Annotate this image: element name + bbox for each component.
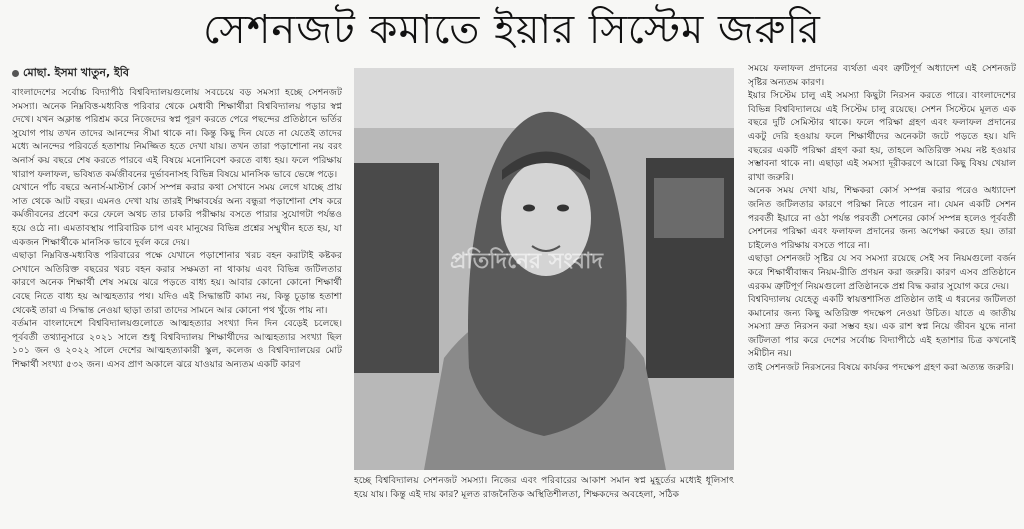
paragraph: বাংলাদেশের সর্বোচ্চ বিদ্যাপীঠ বিশ্ববিদ্যালয়গুলোয় সবচেয়ে বড় সমস্যা হচ্ছে সেশনজট সমস্যা। অনেক নিম্নবিত্ত-মধ্যবিত্ত পরিবার থেকে মেধাবী শিক্ষার্থীরা বিশ্ববিদ্যালয় পড়ার স্বপ্ন দেখে। যখন অক্লান্ত পরিশ্রম করে নিজেদের স্বপ্ন পূরণ করতে পেরে পছন্দের প্রতিষ্ঠানে ভর্তির সুযোগ পায় তখন তাদের আনন্দের সীমা থাকে না। কিন্তু কিছু দিন যেতে না যেতেই তাদের মধ্যে আনন্দের পরিবর্তে হতাশায় নিমজ্জিত হতে দেখা যায়। তখন তারা পড়াশোনা নয় বরং অনার্স কয় বছরে শেষ করতে পারবে এই বিষয়ে মনোনিবেশ করতে বাধ্য হয়। ফলে পরিক্ষায় খারাপ ফলাফল, ভবিষ্যত কর্মজীবনের দুর্ভাবনাসহ বিভিন্ন বিষয়ে মানসিক ভাবে ভেঙ্গে পড়ে। — [12, 87, 342, 180]
car-door-left — [354, 163, 439, 373]
paragraph: বিশ্ববিদ্যালয় যেহেতু একটি স্বায়ত্তশাসিত প্রতিষ্ঠান তাই এ ধরনের জটিলতা কমানোর জন্য কিছু অতিরিক্ত পদক্ষেপ নেওয়া উচিত। যাতে এ জাতীয় সমস্যা দ্রুত নিরসন করা সম্ভব হয়। এক রাশ স্বপ্ন নিয়ে জীবন যুদ্ধে নানা জটিলতা পার করে দেশের সর্বোচ্চ বিদ্যাপীঠে এই হতাশার চিত্র কখনোই সমীচীন নয়। — [748, 294, 1016, 360]
byline — [12, 64, 342, 83]
article-column-2-text — [354, 474, 734, 528]
paragraph: হচ্ছে বিশ্ববিদ্যালয় সেশনজট সমস্যা। নিজের এবং পরিবারের আকাশ সমান স্বপ্ন মুহূর্তের মধ্যেই ধূলিসাৎ হয়ে যায়। কিন্তু এই দায় কার? মূলত রাজনৈতিক অস্থিতিশীলতা, শিক্ষকদের অবহেলা, সঠিক — [354, 475, 734, 500]
author-photo — [354, 68, 734, 470]
right-eye — [557, 205, 569, 212]
paragraph: অনেক সময় দেখা যায়, শিক্ষকরা কোর্স সম্পন্ন করার পরেও অধ্যাদেশ জনিত জটিলতার কারণে পরিক্ষা নিতে পারেন না। যেমন একটি সেশন পরবর্তী ইয়ারে না ওঠা পর্যন্ত পরবর্তী সেশনের কোর্স সম্পন্ন হলেও পূর্ববর্তী সেশনের পরিক্ষা এবং ফলাফল প্রদানের জন্য অপেক্ষা করতে হয়। তারা চাইলেও পরিক্ষায় বসতে পারে না। — [748, 185, 1016, 251]
watermark: প্রতিদিনের সংবাদ — [450, 249, 603, 274]
paragraph: যেখানে পাঁচ বছরে অনার্স-মাস্টার্স কোর্স সম্পন্ন করার কথা সেখানে সময় লেগে যাচ্ছে প্রায় সাত থেকে আট বছর। এমনও দেখা যায় তারই শিক্ষাবর্ষের অন্য বন্ধুরা পড়াশোনা শেষ করে কর্মজীবনের প্রবেশ করে ফেলে অথচ তার চাকরি পরীক্ষায় বসতে পারার সুযোগটা পর্যন্তও হয়ে ওঠে না। এমতাবস্থায় পারিবারিক চাপ এবং মানুষের বিভিন্ন প্রশ্নের সম্মুখীন হতে হয়, যা একজন শিক্ষার্থীকে মানসিক ভাবে দুর্বল করে দেয়। — [12, 182, 342, 248]
paragraph: তাই সেশনজট নিরসনের বিষয়ে কার্যকর পদক্ষেপ গ্রহণ করা অত্যন্ত জরুরি। — [748, 362, 1014, 374]
paragraph: সময়ে ফলাফল প্রদানের ব্যর্থতা এবং ত্রুটিপূর্ণ অধ্যাদেশ এই সেশনজট সৃষ্টির অন্যতম কারণ। — [748, 63, 1016, 88]
headline: সেশনজট কমাতে ইয়ার সিস্টেম জরুরি — [203, 7, 821, 53]
author-name: মোছা. ইসমা খাতুন, ইবি — [23, 66, 129, 79]
bullet-icon — [12, 70, 19, 77]
paragraph: বর্তমান বাংলাদেশে বিশ্ববিদ্যালয়গুলোতে আত্মহত্যার সংখ্যা দিন দিন বেড়েই চলেছে। পূর্ববর্তী তথ্যানুসারে ২০২১ সালে শুধু বিশ্ববিদ্যালয় শিক্ষার্থীদের আত্মহত্যার সংখ্যা ছিল ১০১ জন ও ২০২২ সালে দেশের আত্মহত্যাকারী স্কুল, কলেজ ও বিশ্ববিদ্যালয়ের মোট শিক্ষার্থী সংখ্যা ৫৩২ জন। এসব প্রাণ অকালে ঝরে যাওয়ার অন্যতম একটি কারণ — [12, 318, 342, 370]
article-column-1 — [12, 86, 342, 526]
paragraph: এছাড়া নিম্নবিত্ত-মধ্যবিত্ত পরিবারের পক্ষে যেখানে পড়াশোনার খরচ বহন করাটাই কষ্টকর সেখানে অতিরিক্ত বছরের খরচ বহন করার সক্ষমতা না থাকায় এবং বিভিন্ন জটিলতার কারণে অনেক শিক্ষার্থী শেষ সময়ে ঝরে পড়তে বাধ্য হয়। আবার কোনো কোনো শিক্ষার্থী বেছে নিতে বাধ্য হয় আত্মহত্যার পথ। যদিও এই সিদ্ধান্তটি কাম্য নয়, কিন্তু চূড়ান্ত হতাশা থেকেই তারা এ সিদ্ধান্ত নেওয়া ছাড়া তারা তাদের সামনে আর কোনো পথ খুঁজে পায় না। — [12, 250, 342, 316]
paragraph: ইয়ার সিস্টেম চালু এই সমস্যা কিছুটা নিরসন করতে পারে। বাংলাদেশের বিভিন্ন বিশ্ববিদ্যালয়ে এই সিস্টেম চালু রয়েছে। সেশন সিস্টেমে মূলত এক বছরে দুটি সেমিস্টার থাকে। ফলে পরিক্ষা গ্রহণ এবং ফলাফল প্রদানের একটু দেরি হওয়ায় ফলে শিক্ষার্থীদের অনেকটা জটে পড়তে হয়। যদি বছরের একটি পরিক্ষা গ্রহণ করা হয়, তাহলে অতিরিক্ত সময় নষ্ট হওয়ার সম্ভাবনা থাকে না। এছাড়া এই সমস্যা দূরীকরণে আরো কিছু বিষয় খেয়াল রাখা জরুরি। — [748, 90, 1016, 183]
paragraph: এছাড়া সেশনজট সৃষ্টির যে সব সমস্যা রয়েছে সেই সব নিয়মগুলো বর্জন করে শিক্ষার্থীবান্ধব নিয়ম-রীতি প্রণয়ন করা জরুরি। কারণ এসব প্রতিষ্ঠানে এরকম ত্রুটিপূর্ণ নিয়মগুলো প্রতিষ্ঠানকে প্রশ্ন বিদ্ধ করার সুযোগ করে দেয়। — [748, 253, 1016, 292]
article-column-3 — [748, 62, 1016, 527]
car-window — [654, 178, 724, 238]
left-eye — [523, 205, 535, 212]
